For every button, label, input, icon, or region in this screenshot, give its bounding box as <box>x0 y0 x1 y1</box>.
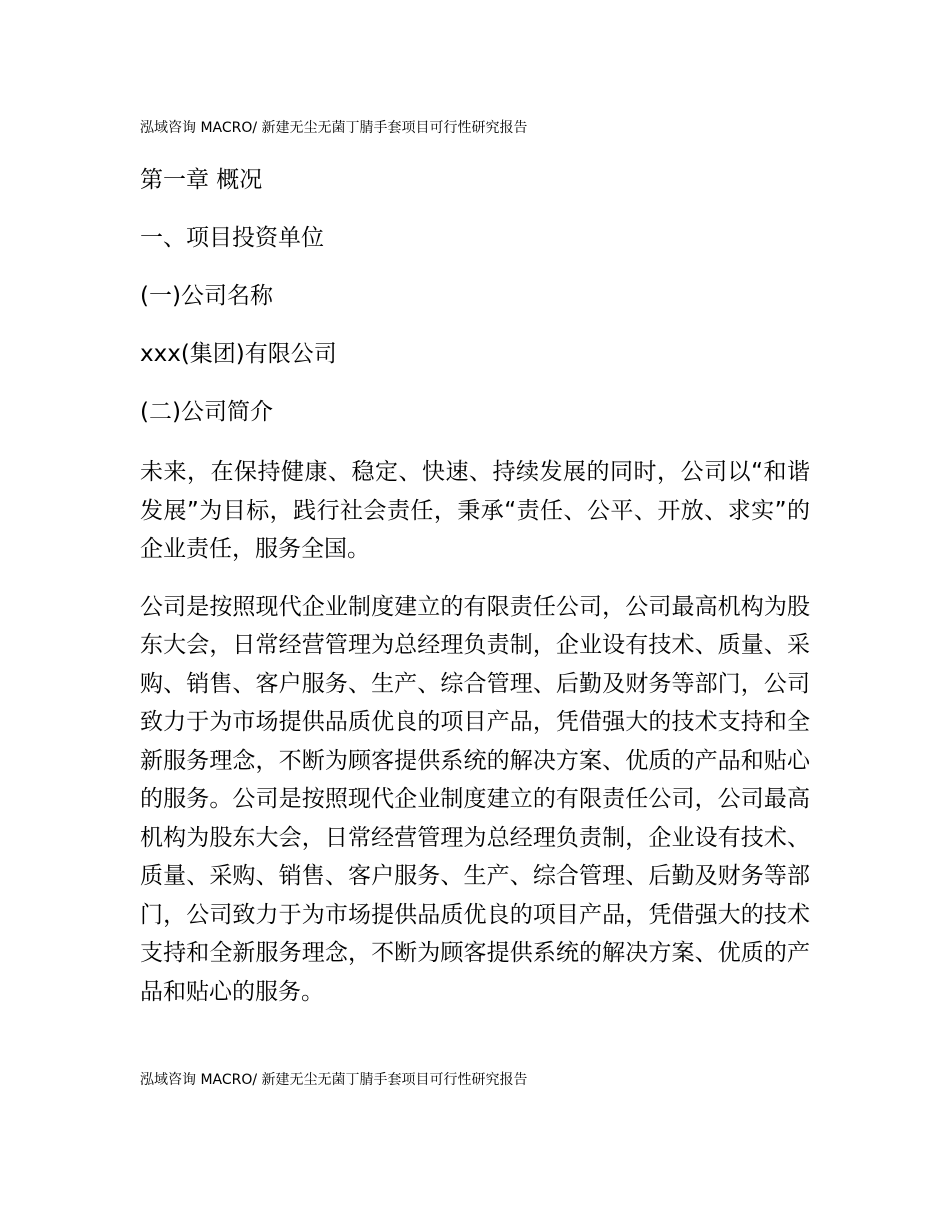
section-title: 一、项目投资单位 <box>140 225 324 251</box>
company-name: xxx(集团)有限公司 <box>140 341 337 367</box>
running-header: 泓域咨询 MACRO/ 新建无尘无菌丁腈手套项目可行性研究报告 <box>140 120 528 136</box>
intro-paragraph-1: 未来，在保持健康、稳定、快速、持续发展的同时，公司以“和谐发展”为目标，践行社会责任，秉承“责任、公平、开放、求实”的企业责任，服务全国。 <box>140 459 810 562</box>
intro-paragraph-2: 公司是按照现代企业制度建立的有限责任公司，公司最高机构为股东大会，日常经营管理为总经理负责制，企业设有技术、质量、采购、销售、客户服务、生产、综合管理、后勤及财务等部门，公司致力于为市场提供品质优良的项目产品，凭借强大的技术支持和全新服务理念，不断为顾客提供系统的解决方案、优质的产品和贴心的服务。公司是按照现代企业制度建立的有限责任公司，公司最高机构为股东大会，日常经营管理为总经理负责制，企业设有技术、质量、采购、销售、客户服务、生产、综合管理、后勤及财务等部门，公司致力于为市场提供品质优良的项目产品，凭借强大的技术支持和全新服务理念，不断为顾客提供系统的解决方案、优质的产品和贴心的服务。 <box>140 593 810 1005</box>
page-content <box>140 163 810 1011</box>
running-footer: 泓域咨询 MACRO/ 新建无尘无菌丁腈手套项目可行性研究报告 <box>140 1072 528 1088</box>
subsection-company-intro: (二)公司简介 <box>140 399 273 425</box>
subsection-company-name: (一)公司名称 <box>140 283 273 309</box>
chapter-title: 第一章 概况 <box>140 167 263 193</box>
